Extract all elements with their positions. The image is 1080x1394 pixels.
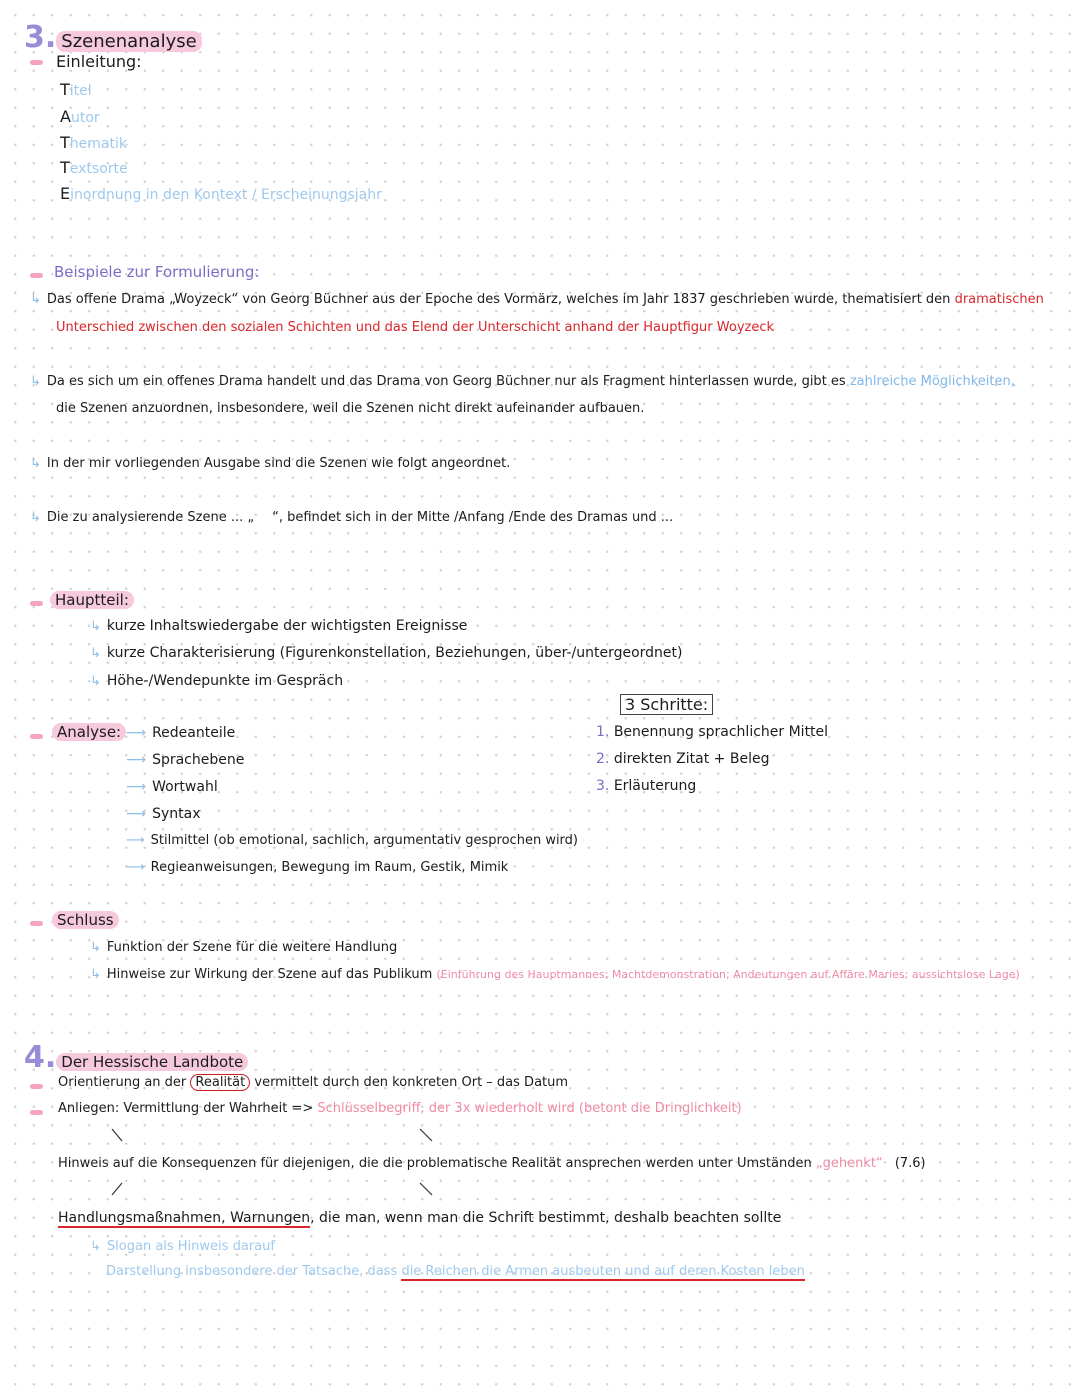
- schluss-item: ↳ Hinweise zur Wirkung der Szene auf das Publikum (Einführung des Hauptmannes; Machtdemonstration; Andeutungen auf Affäre Maries; aussichtslose Lage): [90, 967, 1020, 982]
- arrow-icon: ↳: [30, 292, 41, 307]
- landbote-line-2: Anliegen: Vermittlung der Wahrheit => Schlüsselbegriff, der 3x wiederholt wird (betont die Dringlichkeit): [58, 1101, 742, 1116]
- arrow-icon: ↳: [90, 940, 101, 955]
- analyse-item: ⟶ Regieanweisungen, Bewegung im Raum, Gestik, Mimik: [126, 860, 509, 875]
- arrow-right-icon: ⟶: [126, 860, 145, 875]
- schritte-title: 3 Schritte:: [620, 694, 713, 715]
- arrow-icon: ↳: [90, 1239, 101, 1254]
- schritte-item: 1. Benennung sprachlicher Mittel: [596, 724, 829, 740]
- arrow-right-icon: ⟶: [126, 752, 147, 768]
- einleitung-item-autor: Autor: [60, 107, 100, 126]
- arrow-icon: ↳: [90, 619, 101, 634]
- connector-lines: [100, 1125, 440, 1145]
- section-4-title: Der Hessische Landbote: [56, 1053, 248, 1071]
- section-3-heading: [24, 20, 202, 55]
- schluss-item: ↳ Funktion der Szene für die weitere Handlung: [90, 940, 398, 955]
- hauptteil-item: ↳ Höhe-/Wendepunkte im Gespräch: [90, 673, 344, 689]
- bullet-dash: [30, 273, 43, 278]
- arrow-icon: ↳: [90, 674, 101, 689]
- bullet-dash: [30, 601, 43, 606]
- beispiele-label: Beispiele zur Formulierung:: [54, 263, 260, 281]
- arrow-icon: ↳: [30, 374, 41, 389]
- einleitung-item-textsorte: Textsorte: [60, 158, 128, 177]
- bullet-dash: [30, 921, 43, 926]
- connector-svg: [100, 1125, 440, 1145]
- einleitung-item-einordnung: Einordnung in den Kontext / Erscheinungsjahr: [60, 184, 382, 203]
- analyse-label: Analyse:: [52, 723, 126, 741]
- bullet-dash: [30, 734, 43, 739]
- section-3-number: 3.: [24, 20, 57, 55]
- hauptteil-item: ↳ kurze Charakterisierung (Figurenkonstellation, Beziehungen, über-/untergeordnet): [90, 645, 683, 661]
- einleitung-item-thematik: Thematik: [60, 133, 127, 152]
- einleitung-item-titel: Titel: [60, 80, 92, 99]
- arrow-right-icon: ⟶: [126, 806, 147, 822]
- landbote-line-3: Hinweis auf die Konsequenzen für diejenigen, die die problematische Realität ansprechen werden unter Umständen „gehenkt“ (7.6): [58, 1156, 926, 1171]
- analyse-item: ⟶ Redeanteile: [126, 725, 236, 741]
- arrow-right-icon: ⟶: [126, 779, 147, 795]
- section-4-number: 4.: [24, 1040, 57, 1075]
- schritte-item: 2. direkten Zitat + Beleg: [596, 751, 770, 767]
- analyse-item: ⟶ Stilmittel (ob emotional, sachlich, argumentativ gesprochen wird): [126, 833, 578, 848]
- analyse-item: ⟶ Syntax: [126, 806, 201, 822]
- hauptteil-label: Hauptteil:: [50, 591, 134, 609]
- analyse-item: ⟶ Sprachebene: [126, 752, 245, 768]
- schluss-label: Schluss: [52, 911, 119, 929]
- arrow-icon: ↳: [90, 646, 101, 661]
- bullet-dash: [30, 1110, 43, 1115]
- landbote-line-6: Darstellung insbesondere der Tatsache, dass die Reichen die Armen ausbeuten und auf deren Kosten leben: [106, 1264, 805, 1279]
- example-2-line-2: die Szenen anzuordnen, insbesondere, weil die Szenen nicht direkt aufeinander aufbauen.: [56, 401, 645, 416]
- landbote-line-5: ↳ Slogan als Hinweis darauf: [90, 1239, 275, 1254]
- example-3: ↳ In der mir vorliegenden Ausgabe sind die Szenen wie folgt angeordnet.: [30, 456, 511, 471]
- example-2-line-1: ↳ Da es sich um ein offenes Drama handelt und das Drama von Georg Büchner nur als Fragment hinterlassen wurde, gibt es zahlreiche Möglichkeiten,: [30, 374, 1015, 389]
- bullet-dash: [30, 1084, 43, 1089]
- realitaet-circled: Realität: [190, 1074, 250, 1091]
- einleitung-label: Einleitung:: [56, 52, 142, 71]
- example-1-line-2: Unterschied zwischen den sozialen Schichten und das Elend der Unterschicht anhand der Hauptfigur Woyzeck: [56, 320, 775, 335]
- arrow-right-icon: ⟶: [126, 833, 145, 848]
- section-4-heading: [24, 1040, 248, 1075]
- arrow-icon: ↳: [90, 967, 101, 982]
- arrow-icon: ↳: [30, 456, 41, 471]
- landbote-line-4: Handlungsmaßnahmen, Warnungen, die man, wenn man die Schrift bestimmt, deshalb beachten sollte: [58, 1210, 782, 1226]
- hauptteil-item: ↳ kurze Inhaltswiedergabe der wichtigsten Ereignisse: [90, 618, 468, 634]
- analyse-item: ⟶ Wortwahl: [126, 779, 218, 795]
- bullet-dash: [30, 60, 43, 65]
- example-1-line-1: ↳ Das offene Drama „Woyzeck“ von Georg Büchner aus der Epoche des Vormärz, welches im Jahr 1837 geschrieben wurde, thematisiert den dramatischen: [30, 292, 1044, 307]
- arrow-icon: ↳: [30, 510, 41, 525]
- landbote-line-1: Orientierung an der Realität vermittelt durch den konkreten Ort – das Datum: [58, 1075, 569, 1090]
- connector-lines: [100, 1179, 440, 1199]
- example-4: ↳ Die zu analysierende Szene ... „ “, befindet sich in der Mitte /Anfang /Ende des Dramas und ...: [30, 510, 674, 525]
- connector-svg: [100, 1179, 440, 1199]
- arrow-right-icon: ⟶: [126, 725, 147, 741]
- schritte-item: 3. Erläuterung: [596, 778, 697, 794]
- section-3-title: Szenenanalyse: [56, 31, 201, 52]
